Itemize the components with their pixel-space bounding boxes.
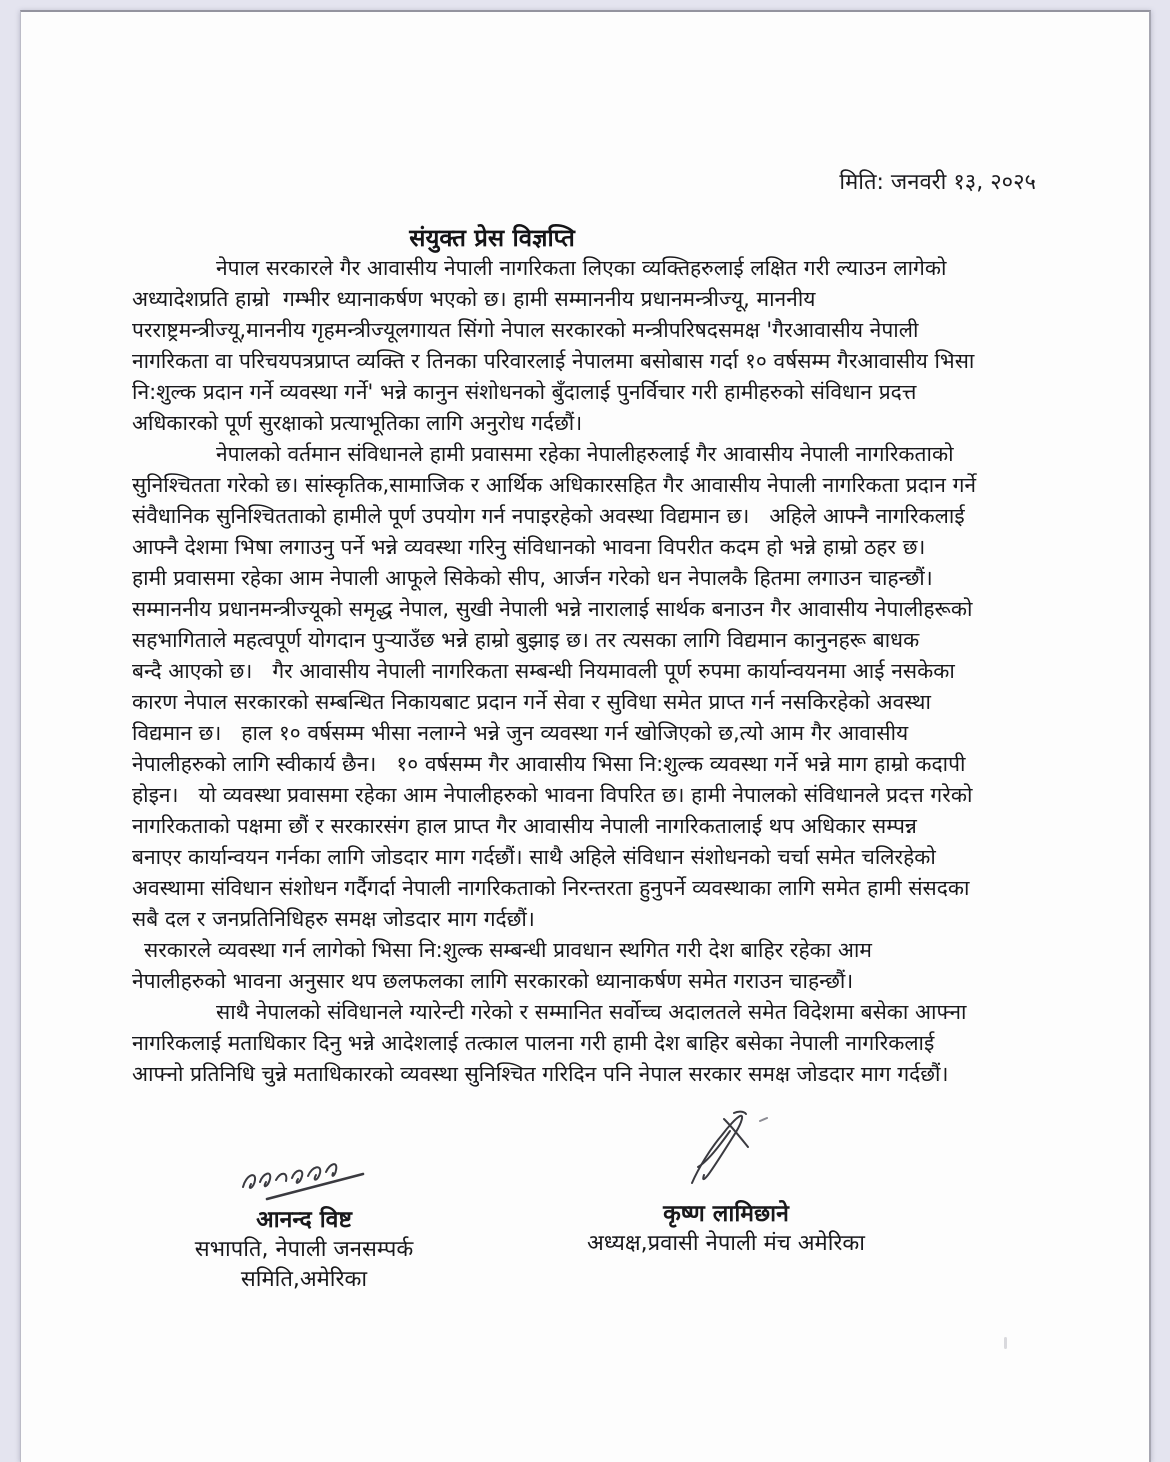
signature-krishna-icon (676, 1107, 776, 1189)
body-line: आफ्नै देशमा भिषा लगाउनु पर्ने भन्ने व्यवस्था गरिनु संविधानको भावना विपरीत कदम हो भन्ने हाम्रो ठहर छ। (132, 535, 926, 559)
body-line: अध्यादेशप्रति हाम्रो गम्भीर ध्यानाकर्षण भएको छ। हामी सम्माननीय प्रधानमन्त्रीज्यू, माननीय (132, 287, 816, 311)
body-line: परराष्ट्रमन्त्रीज्यू,माननीय गृहमन्त्रीज्यूलगायत सिंगो नेपाल सरकारको मन्त्रीपरिषदसमक्ष 'गैरआवासीय नेपाली (132, 318, 919, 342)
signatory-role: अध्यक्ष,प्रवासी नेपाली मंच अमेरिका (586, 1231, 865, 1256)
body-line: होइन। यो व्यवस्था प्रवासमा रहेका आम नेपालीहरुको भावना विपरित छ। हामी नेपालको संविधानले प्रदत्त गरेको (132, 783, 973, 807)
body-line: नेपालीहरुको लागि स्वीकार्य छैन। १० वर्षसम्म गैर आवासीय भिसा नि:शुल्क व्यवस्था गर्ने भन्ने माग हाम्रो कदापी (132, 752, 966, 776)
body-line: नेपालीहरुको भावना अनुसार थप छलफलका लागि सरकारको ध्यानाकर्षण समेत गराउन चाहन्छौं। (132, 969, 854, 993)
body-line: नागरिकताको पक्षमा छौं र सरकारसंग हाल प्राप्त गैर आवासीय नेपाली नागरिकतालाई थप अधिकार सम्पन्न (132, 814, 917, 838)
body-line: सबै दल र जनप्रतिनिधिहरु समक्ष जोडदार माग गर्दछौं। (132, 907, 535, 931)
signatory-name: आनन्द विष्ट (256, 1207, 352, 1233)
body-line: सम्माननीय प्रधानमन्त्रीज्यूको समृद्ध नेपाल, सुखी नेपाली भन्ने नारालाई सार्थक बनाउन गैर आवासीय नेपालीहरूको (132, 597, 973, 621)
scan-artifact (1004, 1337, 1007, 1349)
body-text (132, 253, 1044, 1090)
signatory-name: कृष्ण लामिछाने (663, 1201, 789, 1227)
body-line: सरकारले व्यवस्था गर्न लागेको भिसा नि:शुल्क सम्बन्धी प्रावधान स्थगित गरी देश बाहिर रहेका आम (144, 938, 872, 962)
signatory-block-right (576, 1107, 876, 1259)
body-line: अधिकारको पूर्ण सुरक्षाको प्रत्याभूतिका लागि अनुरोध गर्दछौं। (132, 411, 583, 435)
body-line: बन्दै आएको छ। गैर आवासीय नेपाली नागरिकता सम्बन्धी नियमावली पूर्ण रुपमा कार्यान्वयनमा आई नसकेका (132, 659, 955, 683)
body-line: कारण नेपाल सरकारको सम्बन्धित निकायबाट प्रदान गर्ने सेवा र सुविधा समेत प्राप्त गर्न नसकिरहेको अवस्था (132, 690, 931, 714)
body-line: विद्यमान छ। हाल १० वर्षसम्म भीसा नलाग्ने भन्ने जुन व्यवस्था गर्न खोजिएको छ,त्यो आम गैर आवासीय (132, 721, 909, 745)
signatory-role: सभापति, नेपाली जनसम्पर्क समिति,अमेरिका (194, 1237, 414, 1292)
signatory-block-left (139, 1145, 469, 1295)
body-line: नेपाल सरकारले गैर आवासीय नेपाली नागरिकता लिएका व्यक्तिहरुलाई लक्षित गरी ल्याउन लागेको (216, 256, 947, 280)
body-line: आफ्नो प्रतिनिधि चुन्ने मताधिकारको व्यवस्था सुनिश्चित गरिदिन पनि नेपाल सरकार समक्ष जोडदार माग गर्दछौं। (132, 1062, 949, 1086)
body-line: नि:शुल्क प्रदान गर्ने व्यवस्था गर्ने' भन्ने कानुन संशोधनको बुँदालाई पुनर्विचार गरी हामीहरुको संविधान प्रदत्त (132, 380, 917, 404)
body-line: सुनिश्चितता गरेको छ। सांस्कृतिक,सामाजिक र आर्थिक अधिकारसहित गैर आवासीय नेपाली नागरिकता प्रदान गर्ने (132, 473, 977, 497)
date-line: मिति: जनवरी १३, २०२५ (839, 170, 1036, 195)
body-line: हामी प्रवासमा रहेका आम नेपाली आफूले सिकेको सीप, आर्जन गरेको धन नेपालकै हितमा लगाउन चाहन्छौं। (132, 566, 933, 590)
press-release-title: संयुक्त प्रेस विज्ञप्ति (409, 224, 575, 252)
document-page (20, 10, 1151, 1462)
body-line: संवैधानिक सुनिश्चितताको हामीले पूर्ण उपयोग गर्न नपाइरहेको अवस्था विद्यमान छ। अहिले आफ्नै नागरिकलाई (132, 504, 965, 528)
body-line: नागरिकता वा परिचयपत्रप्राप्त व्यक्ति र तिनका परिवारलाई नेपालमा बसोबास गर्दा १० वर्षसम्म गैरआवासीय भिसा (132, 349, 975, 373)
signature-anand-icon (237, 1155, 371, 1203)
body-line: सहभागिताले महत्वपूर्ण योगदान पुर्‍याउँछ भन्ने हाम्रो बुझाइ छ। तर त्यसका लागि विद्यमान कानुनहरू बाधक (132, 628, 920, 652)
body-line: नागरिकलाई मताधिकार दिनु भन्ने आदेशलाई तत्काल पालना गरी हामी देश बाहिर बसेका नेपाली नागरिकलाई (132, 1031, 935, 1055)
body-line: अवस्थामा संविधान संशोधन गर्दैगर्दा नेपाली नागरिकताको निरन्तरता हुनुपर्ने व्यवस्थाका लागि समेत हामी संसदका (132, 876, 970, 900)
body-line: बनाएर कार्यान्वयन गर्नका लागि जोडदार माग गर्दछौं। साथै अहिले संविधान संशोधनको चर्चा समेत चलिरहेको (132, 845, 936, 869)
body-line: साथै नेपालको संविधानले ग्यारेन्टी गरेको र सम्मानित सर्वोच्च अदालतले समेत विदेशमा बसेका आफ्ना (216, 1000, 967, 1024)
body-line: नेपालको वर्तमान संविधानले हामी प्रवासमा रहेका नेपालीहरुलाई गैर आवासीय नेपाली नागरिकताको (216, 442, 954, 466)
